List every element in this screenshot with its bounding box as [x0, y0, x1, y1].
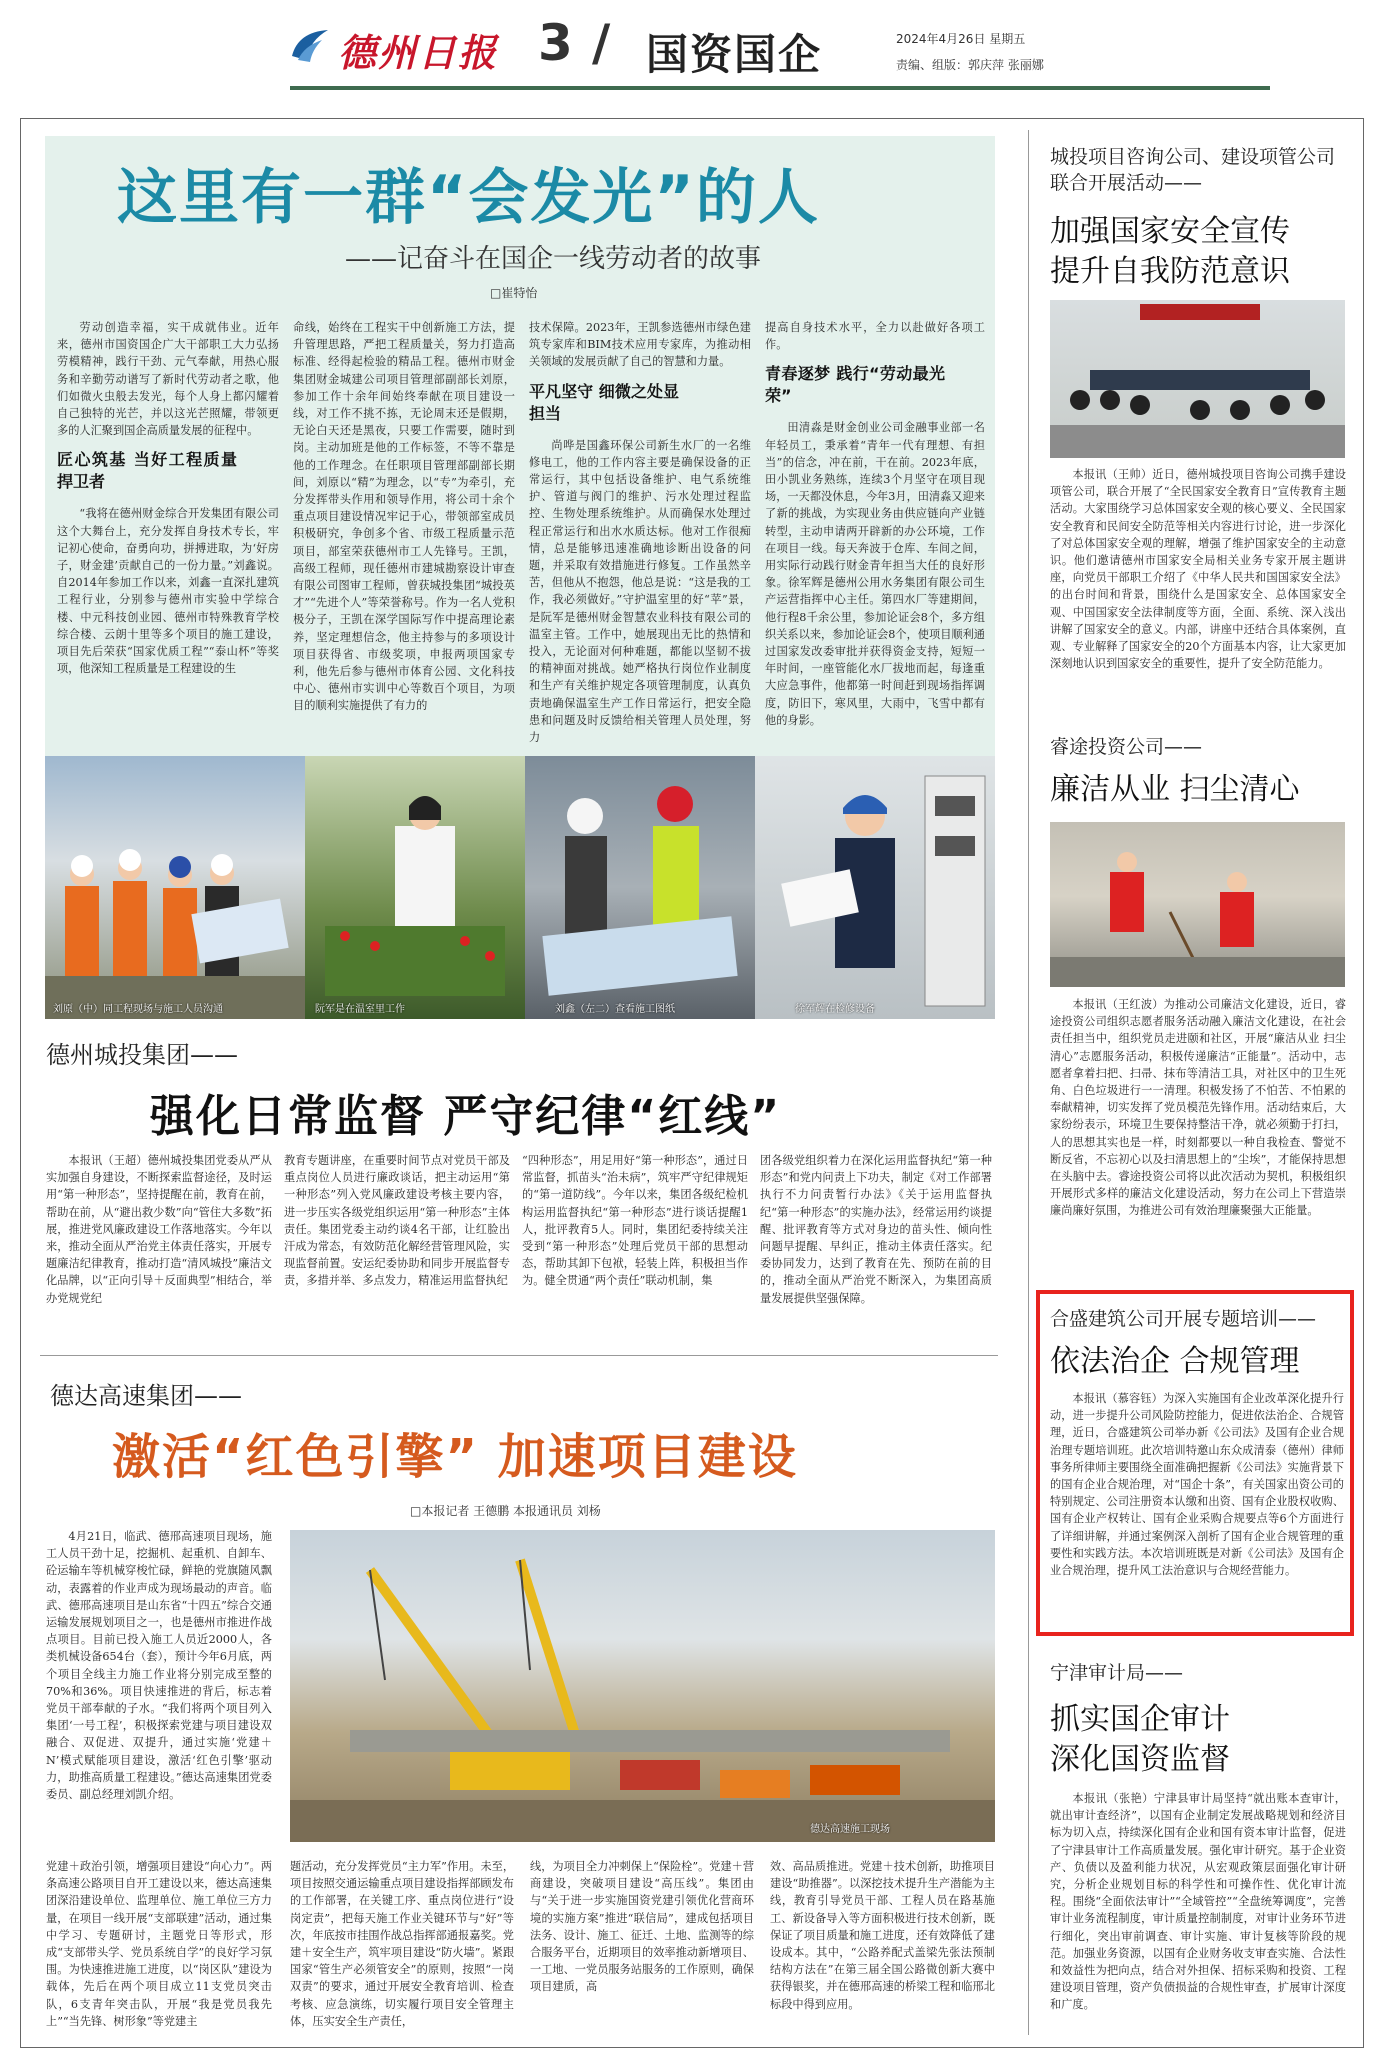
sidebar-story-1-photo — [1050, 300, 1345, 458]
chengtou-title: 强化日常监督 严守纪律“红线” — [150, 1091, 782, 1142]
sidebar-story-1-text: 本报讯（王帅）近日，德州城投项目咨询公司携手建设项管公司，联合开展了“全民国家安全教育日”宣传教育主题活动。大家围绕学习总体国家安全观的核心要义、全民国家安全教育和民间安全防范等相关内容进行讨论，进一步深化了对总体国家安全观的理解，增强了维护国家安全的主动意识。他们邀请德州市国家安全局相关业务专家开展主题讲座，向党员干部职工介绍了《中华人民共和国国家安全法》的出台时间和背景，围绕什么是国家安全、总体国家安全观、中国国家安全法律制度等方面，全面、系统、深入浅出讲解了国家安全的意义。内部，讲座中还结合具体案例，直观、专业解释了国家安全的20个方面基本内容，让大家更加深刻地认识到国家安全的重要性，提升了安全防范能力。 — [1050, 468, 1346, 671]
feature-caption-1: 刘原（中）同工程现场与施工人员沟通 — [53, 1004, 223, 1015]
paper-name: 德州日报 — [338, 30, 499, 75]
masthead-rule — [290, 86, 1270, 90]
deda-col-1-bottom: 党建＋政治引领，增强项目建设“向心力”。两条高速公路项目自开工建设以来，德达高速集团深沿建设单位、监理单位、施工单位三方力量，在项目一线开展“支部联建”活动，通过集中学习、专题研讨，主题党日等形式，形成“支部带头学、党员系统自学”的良好学习氛围。为快速推进施工进度，以“岗区队”建设为载体，先后在两个项目成立11支党员突击队，6支青年突击队，开展“我是党员我先上”“当先锋、树形象”等党建主 — [46, 1860, 272, 2028]
feature-col4-intro: 提高自身技术水平，全力以赴做好各项工作。 — [765, 321, 985, 352]
feature-col4-heading: 青春逐梦 践行“劳动最光荣” — [765, 364, 945, 406]
sidebar-story-4-text: 本报讯（张艳）宁津县审计局坚持“就出账本查审计，就出审计查经济”，以国有企业制定发展战略规划和经济目标为切入点，持续深化国有企业和国有资本审计监督，促进了宁津县审计工作高质量发展。强化审计研究。基于企业资产、负债以及盈利能力状况，从宏观政策层面强化审计研究，分析企业规划目标的科学性和可操作性、优化审计流程。围绕“全面依法审计”“全域管控”“全盘统筹调度”，完善审计业务流程制度，审计质量控制制度，对审计业务环节进行细化，突出审前调查、审计实施、审计复核等阶段的规范。加强业务资源，以国有企业财务收支审查实施、合法性和效益性为把向点，结合对外担保、招标采购和投资、工程建设项目管理，资产负债损益的合规性审查，扩展审计深度和广度。 — [1050, 1792, 1346, 2012]
deda-col-3: 线，为项目全力冲刺保上“保险栓”。党建＋营商建设，突破项目建设“高压线”。集团由与“关于进一步实施国资党建引领优化营商环境的实施方案”推进“联信局”，建成包括项目法务、设计、施工、征迁、土地、监测等的综合服务平台，近期项目的效率推动新增项目、一工地、一党员服务站服务的工作原则，确保项目建质，高 — [530, 1860, 754, 1994]
sidebar-story-2-title: 廉洁从业 扫尘清心 — [1050, 772, 1300, 807]
sidebar-story-2-text: 本报讯（王红波）为推动公司廉洁文化建设，近日，睿途投资公司组织志愿者服务活动融入廉洁文化建设，在社会责任担当中，组织党员走进颐和社区，开展“廉洁从业 扫尘清心”志愿服务活动，积极传递廉洁“正能量”。活动中，志愿者拿着扫把、扫帚、抹布等清洁工具，对社区中的卫生死角、白色垃圾进行一一清理。积极发扬了不怕苦、不怕累的奉献精神，切实发挥了党员模范先锋作用。活动结束后，大家纷纷表示，环境卫生要保持整洁干净，就必须勤于打扫，人的思想其实也是一样，时刻都要以一种自我检查、警觉不断反省，不忘初心以及扫清思想上的“尘埃”，才能保持思想在头脑中去。睿途投资公司将以此次活动为契机，积极组织开展形式多样的廉洁文化建设活动，努力在公司上下营造崇廉尚廉好氛围，为推进公司有效治理廉聚强大正能量。 — [1050, 998, 1346, 1218]
sidebar-story-3-title: 依法治企 合规管理 — [1050, 1344, 1300, 1379]
page-slash: / — [592, 14, 611, 72]
feature-photo-equipment — [755, 756, 995, 1019]
page-number: 3 — [538, 14, 573, 72]
feature-photo-plans — [525, 756, 755, 1019]
chengtou-rule — [40, 1355, 998, 1356]
issue-date: 2024年4月26日 星期五 — [896, 32, 1026, 46]
deda-col-4: 效、高品质推进。党建＋技术创新，助推项目建设“助推器”。以深挖技术提升生产潜能为主线，教育引导党员干部、工程人员在路基施工、新设备导入等方面积极进行技术创新，既保证了项目质量和施工进度，还有效降低了建设成本。其中，“公路养配式盖梁先张法预制结构方法在”在第三届全国公路微创新大赛中获得银奖，并在德邢高速的桥梁工程和临邢北标段中得到应用。 — [770, 1860, 995, 2011]
feature-caption-2: 阮军是在温室里工作 — [315, 1004, 405, 1015]
feature-subtitle: ——记奋斗在国企一线劳动者的故事 — [345, 244, 762, 274]
sidebar-story-4-title-line1: 抓实国企审计 — [1050, 1702, 1230, 1737]
sidebar-story-2-kicker: 睿途投资公司—— — [1050, 736, 1203, 758]
feature-col3-intro: 技术保障。2023年，王凯参选德州市绿色建筑专家库和BIM技术应用专家库，为推动相关领域的发展贡献了自己的智慧和力量。 — [529, 321, 751, 369]
feature-byline: □崔特怡 — [490, 286, 538, 300]
section-name: 国资国企 — [646, 30, 823, 79]
chengtou-col-2: 教育专题讲座，在重要时间节点对党员干部及重点岗位人员进行廉政谈话，把主动运用“第一种形态”列入党风廉政建设考核主要内容，进一步压实各级党组织运用“第一种形态”主体责任。集团党委主动约谈4名干部，让红脸出汗成为常态，有效防范化解经营管理风险，实现监督前置。安运纪委协助和同步开展监督专责，多措并举、多点发力，精准运用监督执纪 — [284, 1154, 510, 1288]
feature-col1-heading: 匠心筑基 当好工程质量捍卫者 — [57, 450, 237, 492]
column-divider — [1028, 130, 1029, 2035]
sidebar-story-3-text: 本报讯（慕容钰）为深入实施国有企业改革深化提升行动，进一步提升公司风险防控能力，促进依法治企、合规管理，近日，合盛建筑公司举办新《公司法》及国有企业合规治理专题培训班。此次培训特邀山东众成清泰（德州）律师事务所律师主要围绕全面准确把握新《公司法》实施背景下的国有企业合规治理，对“国企十条”，有关国家出资公司的特别规定、公司注册资本认缴和出资、国有企业股权收购、国有企业产权转让、国有企业采购合规要点等6个方面进行了详细讲解，并通过案例深入剖析了国有企业合规管理的重要性和实践方法。本次培训班既是对新《公司法》及国有企业合规治理，提升风工法治意识与合规经营能力。 — [1050, 1392, 1344, 1578]
feature-col1-intro: 劳动创造幸福，实干成就伟业。近年来，德州市国资国企广大干部职工大力弘扬劳模精神，践行干劲、元气奉献，用热心服务和辛勤劳动谱写了新时代劳动者之歌，他们如微火虫般去发光，每个人身上都闪耀着自己独特的光芒，并以这光芒照耀，带领更多的人汇聚到国企高质量发展的征程中。 — [57, 321, 279, 438]
masthead — [0, 0, 1384, 100]
feature-caption-4: 徐军辉在检修设备 — [795, 1004, 875, 1015]
feature-caption-3: 刘鑫（左二）查看施工图纸 — [555, 1004, 675, 1015]
sidebar-story-1-title-line1: 加强国家安全宣传 — [1050, 214, 1290, 249]
feature-title: 这里有一群“会发光”的人 — [117, 163, 820, 233]
sidebar-story-1-kicker: 城投项目咨询公司、建设项管公司联合开展活动—— — [1050, 146, 1336, 194]
chengtou-prefix: 德州城投集团—— — [46, 1041, 238, 1069]
feature-block — [45, 136, 995, 1019]
feature-col3-body: 尚哗是国鑫环保公司新生水厂的一名维修电工，他的工作内容主要是确保设备的正常运行，其中包括设备维护、电气系统维护、管道与阀门的维护、污水处理过程监控、生物处理系统维护。从而确保水处理过程正常运行和出水水质达标。他对工作很痴情，总是能够迅速准确地诊断出设备的问题，并采取有效措施进行修复。工作虽然辛苦，但他从不抱怨，他总是说：“这是我的工作，我必须做好。”守护温室里的好“苹”景，是阮军是德州财金智慧农业科技有限公司的温室主管。工作中，她展现出无比的热情和投入，无论面对何种难题，都能以坚韧不拔的精神面对挑战。她严格执行岗位作业制度和生产有关维护规定各项管理制度，认真负责地确保温室生产工作日常运行，把安全隐患和问题及时反馈给相关管理人员处理，努力 — [529, 438, 751, 745]
deda-col-1-top: 4月21日，临武、德邢高速项目现场，施工人员干劲十足，挖掘机、起重机、自卸车、砼运输车等机械穿梭忙碌，鲜艳的党旗随风飘动，表露着的作业声成为现场最动的声音。临武、德邢高速项目是山东省“十四五”综合交通运输发展规划项目之一，也是德州市推进作战点项目。目前已投入施工人员近2000人，各类机械设备654台（套），预计今年6月底，两个项目全线主力施工作业将分别完成至整的70%和36%。项目快速推进的背后，标志着党员干部奉献的子水。“我们将两个项目列入集团‘一号工程’，积极探索党建与项目建设双融合、双促进、双提升，通过实施‘党建＋N’模式赋能项目建设，激活‘红色引擎’驱动力，助推高质量工程建设。”德达高速集团党委委员、副总经理刘凯介绍。 — [46, 1530, 272, 1802]
deda-col-2: 题活动，充分发挥党员“主力军”作用。未至，项目按照交通运输重点项目建设指挥部顾发布的工作部署，在关键工序、重点岗位进行“设岗定责”，把每天施工作业关键环节与“好”等次，年底按市挂围作战总指挥部通报嘉奖。党建＋安全生产，筑牢项目建设“防火墙”。紧跟国家“管生产必须管安全”的原则，按照“一岗双责”的要求，通过开展安全教育培训、检查考核、应急演练，切实履行项目安全管理主体，压实安全生产责任， — [290, 1860, 514, 2028]
sidebar-story-4-kicker: 宁津审计局—— — [1050, 1662, 1184, 1684]
chengtou-col-4: 团各级党组织着力在深化运用监督执纪“第一种形态”和党内问责上下功夫，制定《对工作部署执行不力问责暂行办法》《关于运用监督执纪“第一种形态”的实施办法》，经常运用约谈提醒、批评教育等方式对身边的苗头性、倾向性问题早提醒、早纠正，推动主体责任落实。纪委协同发力，达到了教育在先、预防在前的目的，推动全面从严治党不断深入，为集团高质量发展提供坚强保障。 — [760, 1154, 992, 1305]
sidebar-story-3-kicker: 合盛建筑公司开展专题培训—— — [1050, 1308, 1317, 1330]
feature-photo-construction — [45, 756, 305, 1019]
feature-photo-greenhouse — [305, 756, 525, 1019]
deda-prefix: 德达高速集团—— — [50, 1382, 242, 1410]
deda-byline: □本报记者 王德鹏 本报通讯员 刘杨 — [410, 1504, 601, 1518]
deda-caption: 德达高速施工现场 — [810, 1824, 890, 1835]
deda-photo — [290, 1530, 995, 1842]
feature-col4-body: 田清淼是财金创业公司金融事业部一名年轻员工，秉承着“青年一代有理想、有担当”的信念，冲在前，干在前。2023年底，田小凯业务熟练，连续3个月坚守在项目现场，一天都没休息，今年3月，田清淼又迎来了新的挑战，为实现业务由供应链向产业链转型，主动申请两开辟新的办公环境，工作在项目一线。每天奔波于仓库、车间之间，用实际行动践行财金青年担当大任的良好形象。徐军辉是德州公用水务集团有限公司生产运营指挥中心主任。第四水厂等建期间，他行程8千余公里，参加论证会8个，多方组织关系以来，参加论证会8个，使项目顺利通过国家发改委审批并获得资金支持，短短一年时间，一座管能化水厂拔地而起，每逢重大应急事件，他都第一时间赶到现场指挥调度，防旧下，寒风里，大雨中，飞雪中都有他的身影。 — [765, 421, 985, 727]
feature-col2-body: 命线，始终在工程实干中创新施工方法，提升管理思路，严把工程质量关，努力打造高标准、经得起检验的精品工程。德州市财金集团财金城建公司项目管理部副部长刘原，参加工作十余年间始终奉献在项目建设一线，对工作不挑不拣，无论周末还是假期，无论白天还是黑夜，只要工作需要，随时到岗。主动加班是他的工作标签，不等不靠是他的工作理念。在任职项目管理部副部长期间，刘原以“精”为理念，以“专”为牵引，充分发挥带头作用和领导作用，将公司十余个重点项目建设情况牢记于心，带领部室成员积极研究，争创多个省、市级工程质量示范项目，部室荣获德州市工人先锋号。王凯，高级工程师，现任德州市建城勘察设计审查有限公司图审工程师，曾获城投集团“城投英才”“先进个人”等荣誉称号。作为一名人党积极分子，王凯在深学国际写作中提高理论素养，坚定理想信念，他主持参与的多项设计项目获得省、市级奖项，申报两项国家专利，他先后参与德州市体育公园、文化科技中心、德州市实训中心等数百个项目，为项目的顺利实施提供了有力的 — [293, 321, 515, 713]
sidebar-story-1-title-line2: 提升自我防范意识 — [1050, 254, 1290, 289]
sidebar-story-4-title-line2: 深化国资监督 — [1050, 1742, 1230, 1777]
feature-col3-heading: 平凡坚守 细微之处显担当 — [529, 381, 679, 423]
editors: 责编、组版：郭庆萍 张丽娜 — [896, 58, 1044, 72]
feature-col1-body: “我将在德州财金综合开发集团有限公司这个大舞台上，充分发挥自身技术专长，牢记初心使命，奋勇向功，拼搏进取，为‘好房子，财金建’贡献自己的一份力量。”刘鑫说。自2014年参加工作以来，刘鑫一直深扎建筑工程行业，分别参与德州市实验中学综合楼、中元科技创业园、德州市特殊教育学校综合楼、云朗十里等多个项目的施工建设，项目先后荣获“国家优质工程”“泰山杯”等奖项，他深知工程质量是工程建设的生 — [57, 507, 279, 676]
paper-logo-icon — [288, 26, 332, 64]
chengtou-col-3: “四种形态”，用足用好“第一种形态”，通过日常监督，抓苗头“治未病”，筑牢严守纪律规矩的“第一道防线”。今年以来，集团各级纪检机构运用监督执纪“第一种形态”进行谈话提醒1人，批评教育5人。同时，集团纪委持续关注受到“第一种形态”处理后党员干部的思想动态，帮助其卸下包袱，轻装上阵，积极担当作为。健全贯通“两个责任”联动机制，集 — [522, 1154, 748, 1288]
chengtou-col-1: 本报讯（王超）德州城投集团党委从严从实加强自身建设，不断探索监督途径，及时运用“第一种形态”，坚持提醒在前，教育在前，帮助在前，从“避出救少数”向“管住大多数”拓展，推进党风廉政建设工作落地落实。今年以来，推动全面从严治党主体责任落实，开展专题廉洁纪律教育，推动打造“清风城投”廉洁文化品牌，以“正向引导＋反面典型”相结合，举办党规党纪 — [46, 1154, 272, 1305]
deda-title: 激活“红色引擎” 加速项目建设 — [112, 1429, 798, 1485]
sidebar-story-2-photo — [1050, 822, 1345, 987]
